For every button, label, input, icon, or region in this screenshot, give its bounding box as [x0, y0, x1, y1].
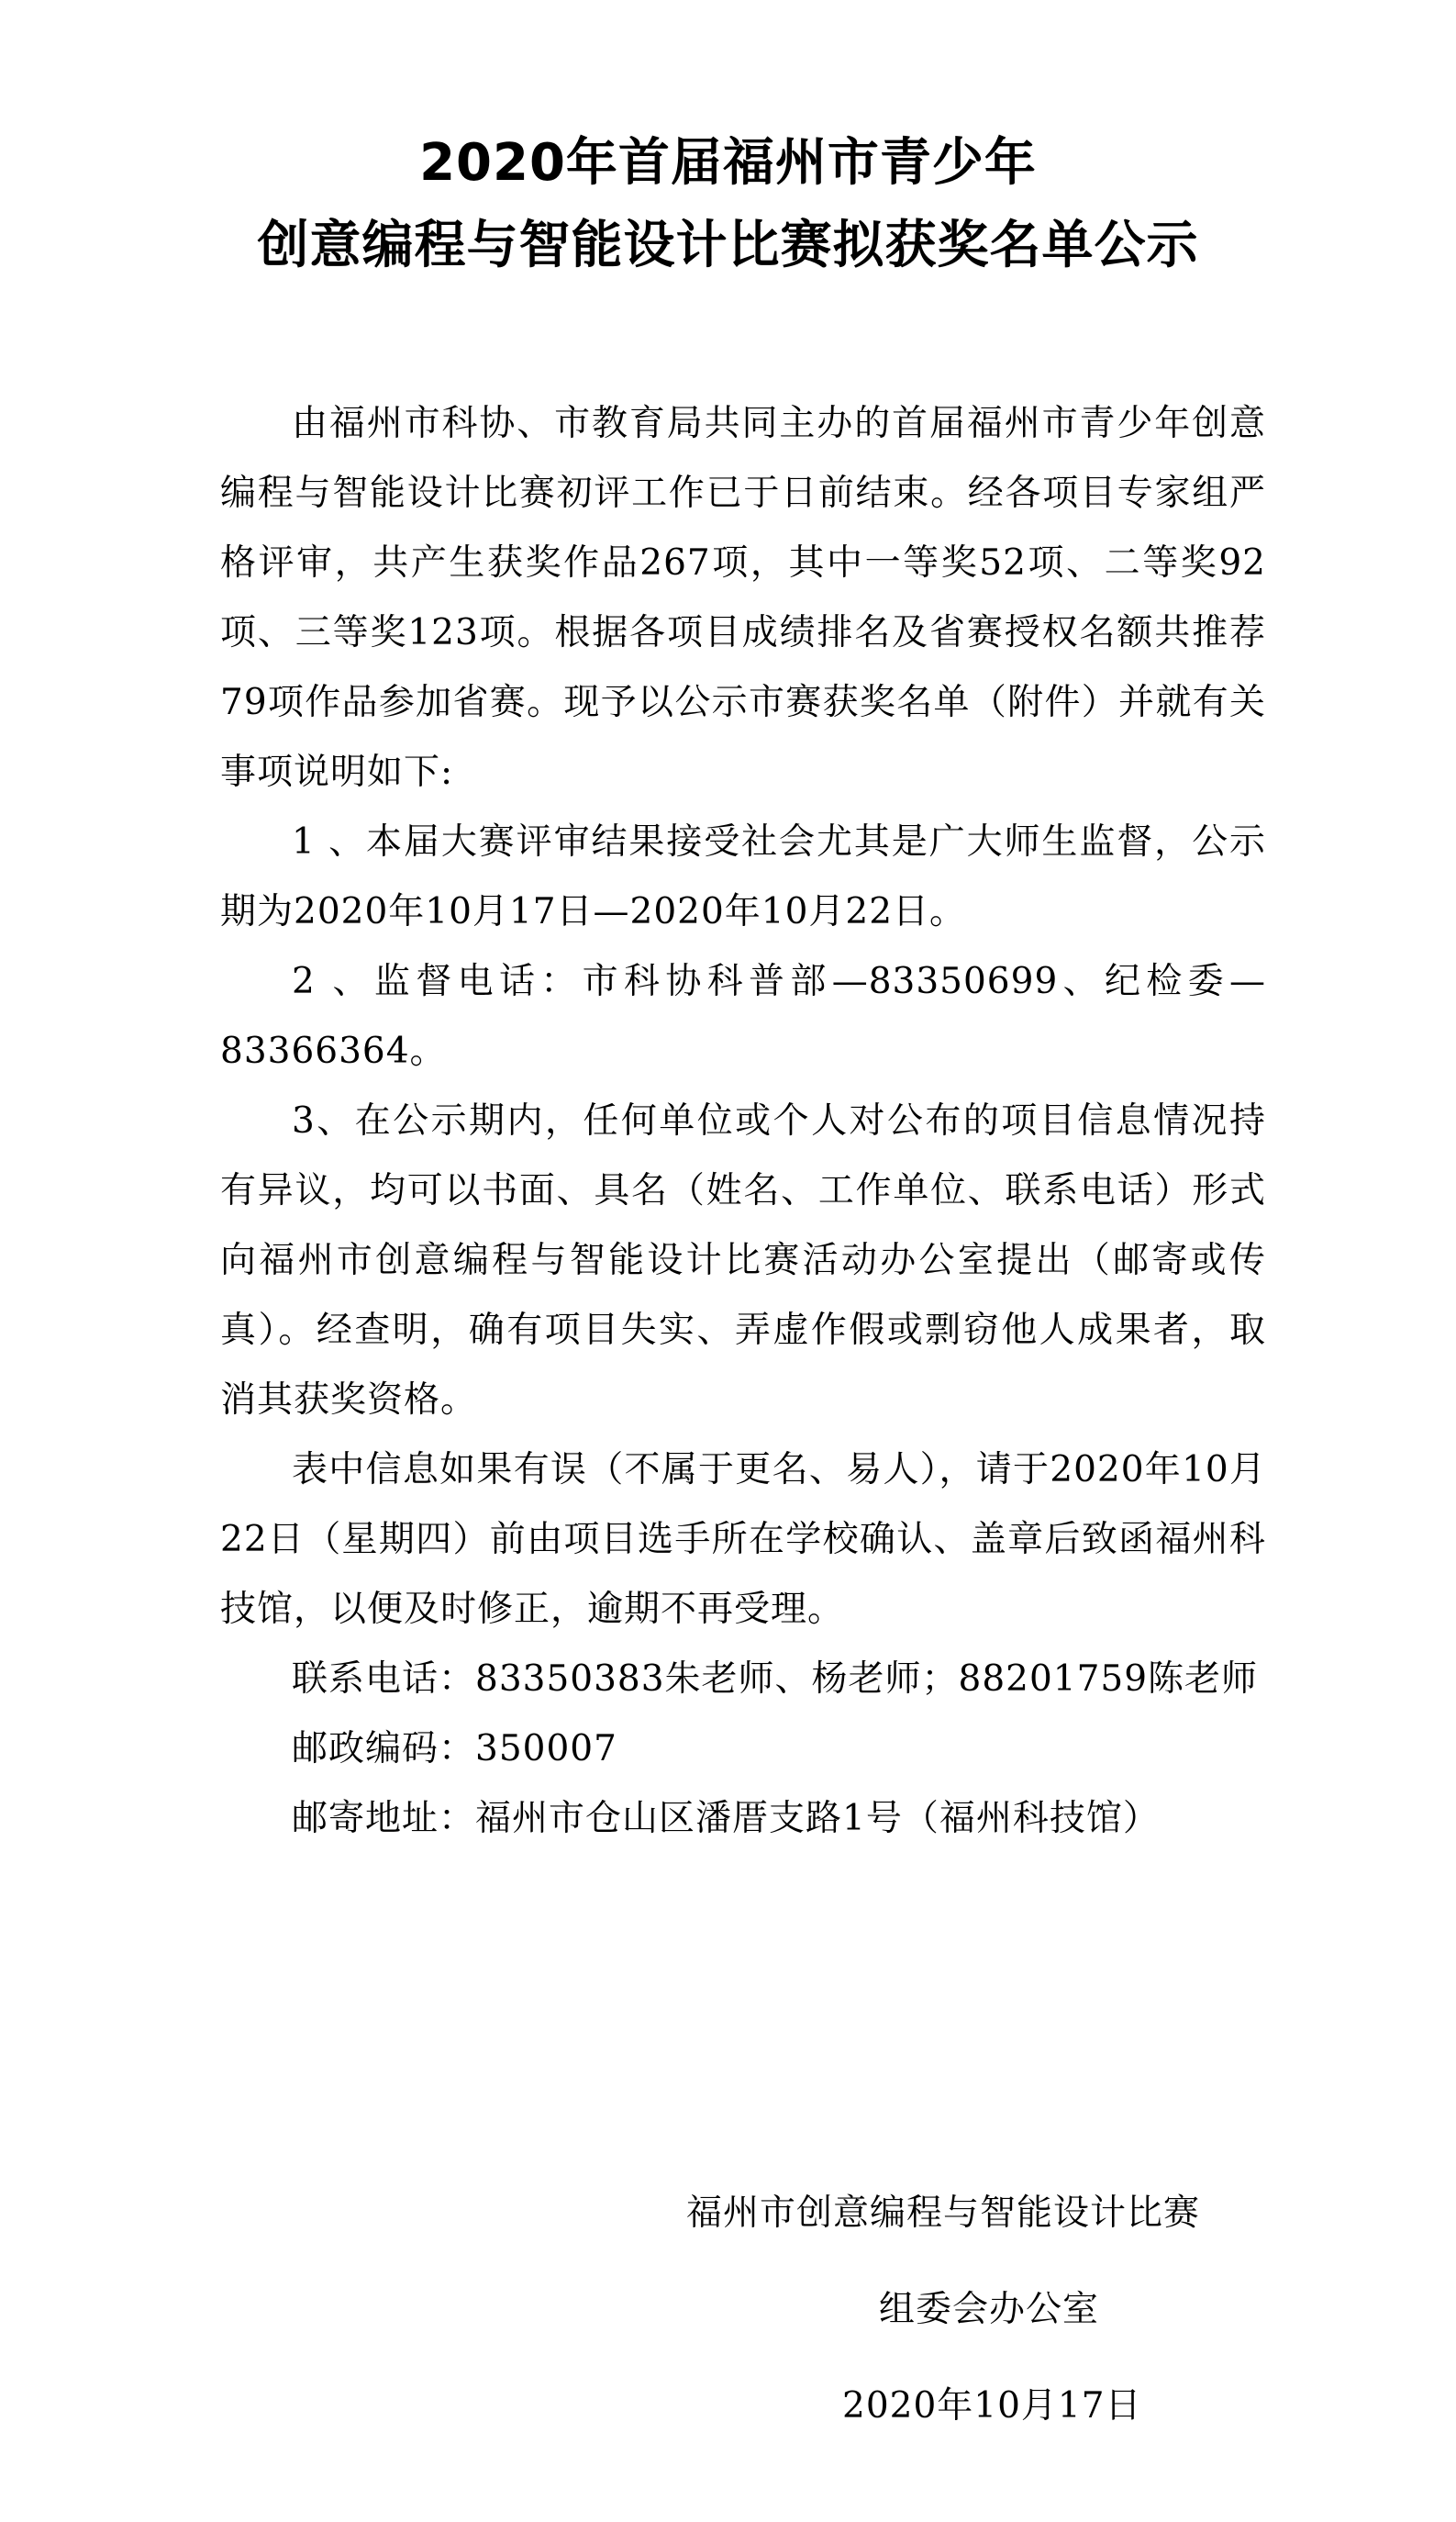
title-line-1: 2020年首届福州市青少年 — [419, 133, 1037, 193]
title-line-2: 创意编程与智能设计比赛拟获奖名单公示 — [257, 216, 1199, 275]
correction-paragraph: 表中信息如果有误（不属于更名、易人），请于2020年10月22日（星期四）前由项目选手所在学校确认、盖章后致函福州科技馆，以便及时修正，逾期不再受理。 — [220, 1449, 1266, 1630]
intro-paragraph: 由福州市科协、市教育局共同主办的首届福州市青少年创意编程与智能设计比赛初评工作已于日前结束。经各项目专家组严格评审，共产生获奖作品267项，其中一等奖52项、二等奖92项、三等奖123项。根据各项目成绩排名及省赛授权名额共推荐79项作品参加省赛。现予以公示市赛获奖名单（附件）并就有关事项说明如下: — [220, 403, 1266, 793]
item-3-paragraph: 3、在公示期内，任何单位或个人对公布的项目信息情况持有异议，均可以书面、具名（姓名、工作单位、联系电话）形式向福州市创意编程与智能设计比赛活动办公室提出（邮寄或传真）。经查明，确有项目失实、弄虚作假或剽窃他人成果者，取消其获奖资格。 — [220, 1100, 1266, 1421]
item-1-paragraph: 1 、本届大赛评审结果接受社会尤其是广大师生监督，公示期为2020年10月17日—2020年10月22日。 — [220, 821, 1266, 932]
signature-org-line-1: 福州市创意编程与智能设计比赛 — [686, 2193, 1201, 2234]
signature-org-line-2: 组委会办公室 — [879, 2289, 1100, 2330]
address-line: 邮寄地址：福州市仓山区潘厝支路1号（福州科技馆） — [292, 1798, 1160, 1839]
body-text — [220, 389, 1266, 1854]
postal-code-line: 邮政编码：350007 — [292, 1728, 617, 1769]
signature-date: 2020年10月17日 — [842, 2385, 1142, 2427]
contact-phone-line: 联系电话：83350383朱老师、杨老师；88201759陈老师 — [292, 1658, 1259, 1700]
item-2-paragraph: 2 、监督电话：市科协科普部—83350699、纪检委—83366364。 — [220, 961, 1266, 1072]
